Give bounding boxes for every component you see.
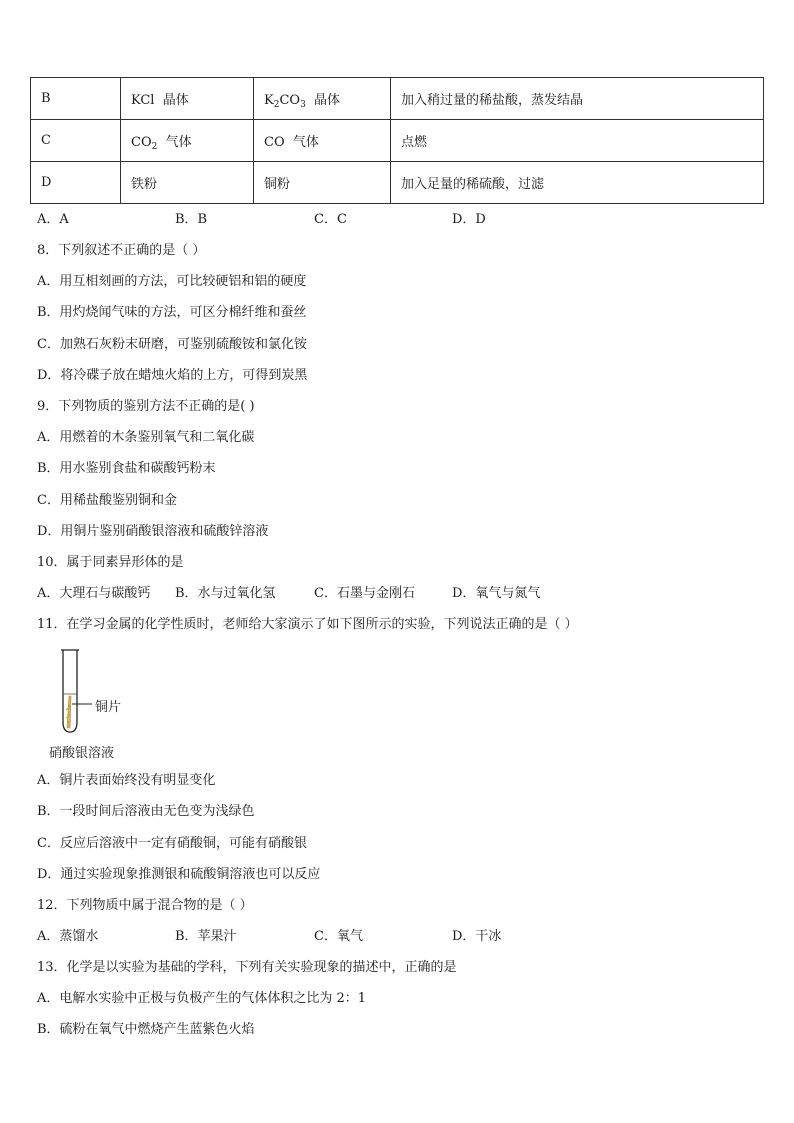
q7-option-a[interactable]: A．A bbox=[37, 212, 69, 227]
q10-options bbox=[37, 586, 540, 602]
q9-option-d[interactable]: D．用铜片鉴别硝酸银溶液和硫酸锌溶液 bbox=[37, 524, 269, 539]
q13-stem: 13．化学是以实验为基础的学科，下列有关实验现象的描述中，正确的是 bbox=[37, 960, 457, 975]
q10-option-c[interactable]: C．石墨与金刚石 bbox=[314, 586, 415, 601]
q7-option-d[interactable]: D．D bbox=[452, 212, 486, 227]
q12-option-d[interactable]: D．干冰 bbox=[452, 929, 502, 944]
q8-option-c[interactable]: C．加熟石灰粉末研磨，可鉴别硫酸铵和氯化铵 bbox=[37, 337, 307, 352]
row-impurity: CO 气体 bbox=[254, 120, 391, 162]
q11-option-c[interactable]: C．反应后溶液中一定有硝酸铜，可能有硝酸银 bbox=[37, 836, 307, 851]
row-substance: KCl 晶体 bbox=[121, 78, 254, 120]
row-method: 加入足量的稀硫酸，过滤 bbox=[391, 162, 764, 204]
q7-option-c[interactable]: C．C bbox=[314, 212, 347, 227]
row-method: 点燃 bbox=[391, 120, 764, 162]
q8-option-a[interactable]: A．用互相刻画的方法，可比较硬铝和铝的硬度 bbox=[37, 274, 307, 289]
q11-option-d[interactable]: D．通过实验现象推测银和硫酸铜溶液也可以反应 bbox=[37, 867, 321, 882]
tube-label: 铜片 bbox=[95, 700, 122, 715]
row-letter: B bbox=[31, 78, 121, 120]
table-row bbox=[31, 120, 764, 162]
q9-stem: 9．下列物质的鉴别方法不正确的是( ) bbox=[37, 399, 255, 414]
q8-option-d[interactable]: D．将冷碟子放在蜡烛火焰的上方，可得到炭黑 bbox=[37, 368, 308, 383]
row-method: 加入稍过量的稀盐酸，蒸发结晶 bbox=[391, 78, 764, 120]
row-impurity: $K_2CO_3$ 晶体 bbox=[254, 78, 391, 120]
table-row bbox=[31, 162, 764, 204]
q10-option-b[interactable]: B．水与过氧化氢 bbox=[175, 586, 276, 601]
q10-option-d[interactable]: D．氧气与氮气 bbox=[452, 586, 541, 601]
q11-option-b[interactable]: B．一段时间后溶液由无色变为浅绿色 bbox=[37, 804, 255, 819]
q13-option-a[interactable]: A．电解水实验中正极与负极产生的气体体积之比为 2：1 bbox=[37, 991, 367, 1006]
row-letter: C bbox=[31, 120, 121, 162]
q12-options bbox=[37, 929, 501, 945]
q12-option-c[interactable]: C．氧气 bbox=[314, 929, 363, 944]
table-row bbox=[31, 78, 764, 120]
q7-options bbox=[37, 212, 486, 228]
q10-option-a[interactable]: A．大理石与碳酸钙 bbox=[37, 586, 151, 601]
q12-option-b[interactable]: B．苹果汁 bbox=[175, 929, 237, 944]
row-substance: 铁粉 bbox=[121, 162, 254, 204]
q12-stem: 12．下列物质中属于混合物的是（ ） bbox=[37, 898, 253, 913]
q8-option-b[interactable]: B．用灼烧闻气味的方法，可区分棉纤维和蚕丝 bbox=[37, 305, 307, 320]
q8-stem: 8．下列叙述不正确的是（ ） bbox=[37, 243, 206, 258]
row-impurity: 铜粉 bbox=[254, 162, 391, 204]
q11-stem: 11．在学习金属的化学性质时，老师给大家演示了如下图所示的实验，下列说法正确的是（ ） bbox=[37, 617, 578, 632]
options-table bbox=[30, 77, 764, 204]
q13-option-b[interactable]: B．硫粉在氧气中燃烧产生蓝紫色火焰 bbox=[37, 1022, 255, 1037]
test-tube-figure bbox=[48, 648, 168, 766]
q9-option-c[interactable]: C．用稀盐酸鉴别铜和金 bbox=[37, 493, 177, 508]
row-letter: D bbox=[31, 162, 121, 204]
solution-label: 硝酸银溶液 bbox=[49, 746, 115, 761]
row-substance: $CO_2$ 气体 bbox=[121, 120, 254, 162]
q9-option-b[interactable]: B．用水鉴别食盐和碳酸钙粉末 bbox=[37, 461, 216, 476]
q12-option-a[interactable]: A．蒸馏水 bbox=[37, 929, 99, 944]
q7-option-b[interactable]: B．B bbox=[175, 212, 208, 227]
q9-option-a[interactable]: A．用燃着的木条鉴别氧气和二氧化碳 bbox=[37, 430, 255, 445]
q10-stem: 10．属于同素异形体的是 bbox=[37, 555, 184, 570]
q11-option-a[interactable]: A．铜片表面始终没有明显变化 bbox=[37, 773, 216, 788]
